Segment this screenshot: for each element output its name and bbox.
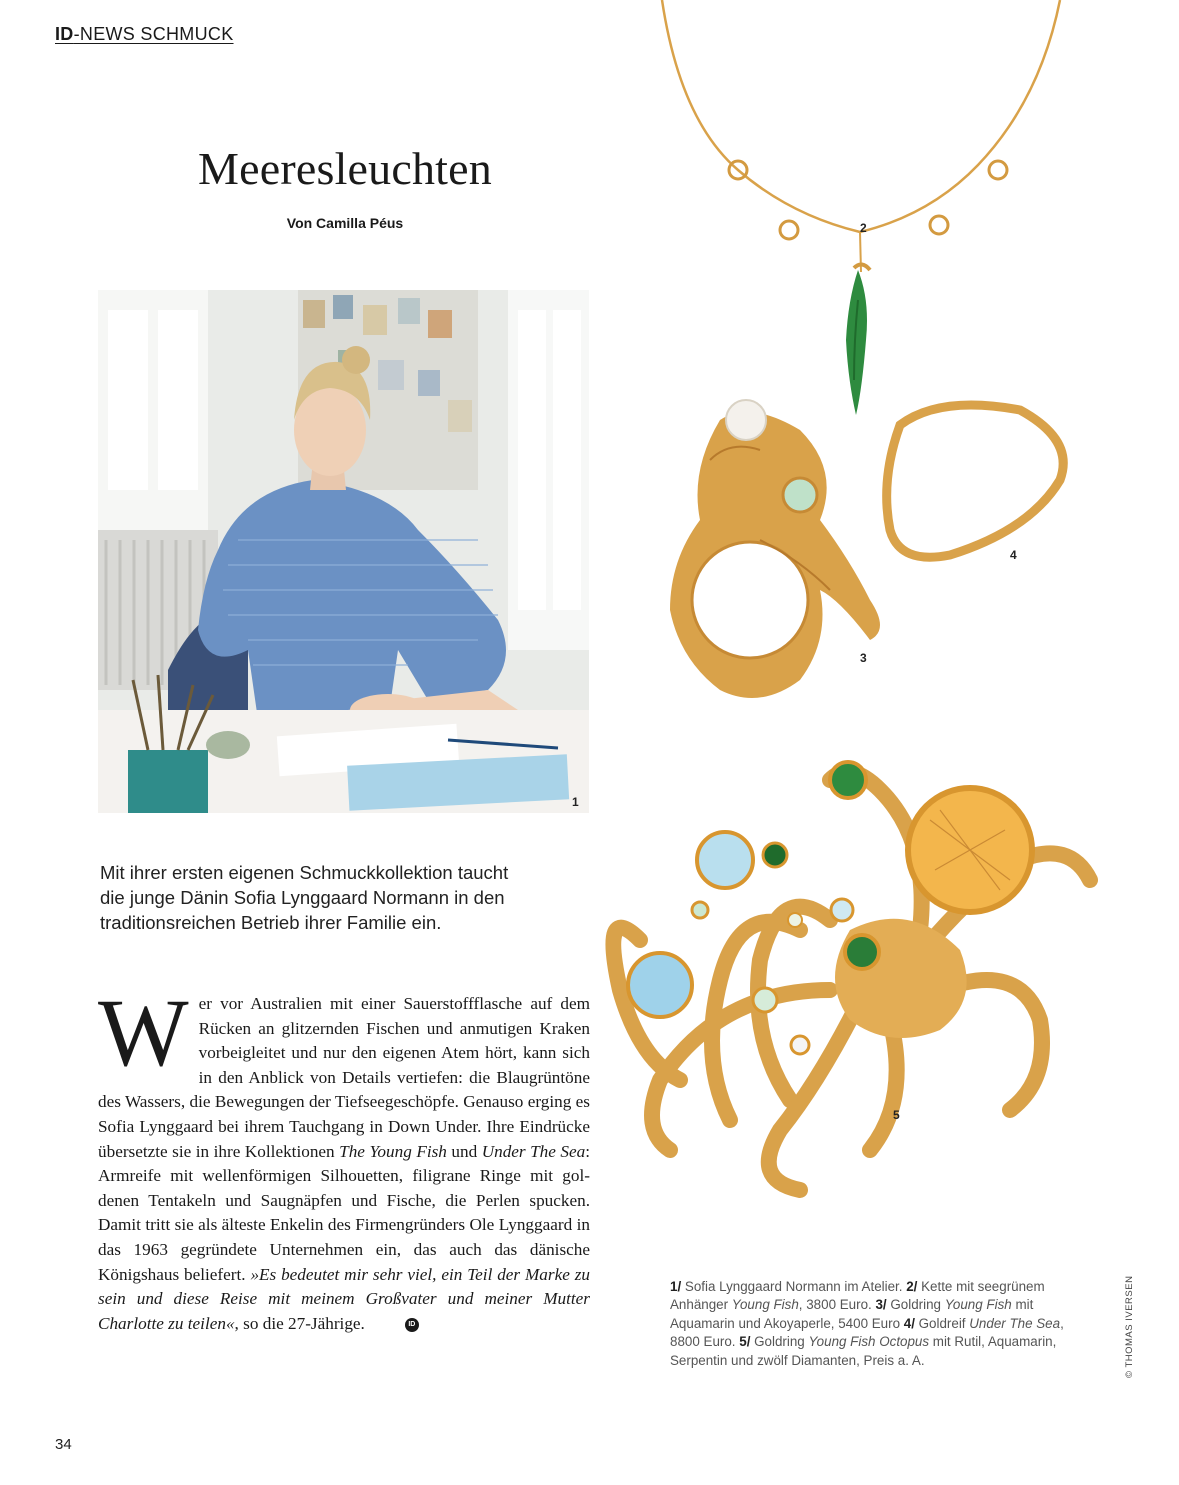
section-header: [55, 24, 234, 45]
header-prefix: ID: [55, 24, 74, 44]
page-number: 34: [55, 1436, 72, 1453]
product-number-4: 4: [1010, 548, 1017, 562]
article-title: Meeresleuchten: [198, 143, 492, 194]
product-number-2: 2: [860, 221, 867, 235]
article-byline: Von Camilla Péus: [286, 215, 404, 231]
photo-credit: © THOMAS IVERSEN: [1124, 1275, 1135, 1378]
article-lede: Mit ihrer ersten eigenen Schmuckkollektion taucht die junge Dänin Sofia Lynggaard Normann in den traditionsreichen Betrieb ihrer Familie ein.: [100, 862, 509, 933]
product-number-3: 3: [860, 651, 867, 665]
designer-photo-illustration: [98, 290, 589, 813]
photo-number: 1: [572, 795, 579, 809]
header-section: -NEWS SCHMUCK: [73, 24, 234, 44]
image-caption: 1/ Sofia Lynggaard Normann im Atelier. 2/ Kette mit seegrünem Anhänger Young Fish, 3800 Euro. 3/ Goldring Young Fish mit Aquamarin und Akoyaperle, 5400 Euro 4/ Goldreif Under The Sea, 8800 Euro. 5/ Goldring Young Fish Octopus mit Rutil, Aquamarin, Serpentin und zwölf Diamanten, Preis a. A.: [670, 1279, 1064, 1368]
drop-cap: W: [98, 979, 189, 1086]
jewelry-illustrations: [600, 0, 1120, 1220]
end-mark-icon: ID: [405, 1318, 419, 1332]
article-quote: »Es bedeutet mir sehr viel, ein Teil der Marke zu sein und diese Reise mit meinem Großvater und meiner Mutter Charlotte zu teilen«: [98, 1264, 590, 1333]
article-body: Wer vor Australien mit einer Sauerstoffflasche auf dem Rücken an glitzernden Fischen und anmutigen Kraken vorbeigleitet und nur den eigenen Atem hört, kann sich in den Anblick von Details vertiefen: die Blaugrüntöne des Wassers, die Bewegungen der Tiefseegeschöpfe. Genauso erging es Sofia Lynggaard bei ihrem Tauchgang in Down Under. Ihre Eindrücke übersetzte sie in ihre Kollektionen The Young Fish und Under The Sea: Armreife mit wellenförmigen Silhouetten, filigrane Ringe mit goldenen Tentakeln und Saugnäpfen und Fische, die Perlen spucken. Damit tritt sie als älteste Enkelin des Firmengründers Ole Lynggaard in das 1963 gegründete Unternehmen ein, das auch das dänische Königshaus beliefert. »Es bedeutet mir sehr viel, ein Teil der Marke zu sein und diese Reise mit meinem Großvater und meiner Mutter Charlotte zu teilen«, so die 27-Jährige. ID: [98, 979, 591, 1333]
product-number-5: 5: [893, 1108, 900, 1122]
designer-photo: [98, 290, 589, 813]
